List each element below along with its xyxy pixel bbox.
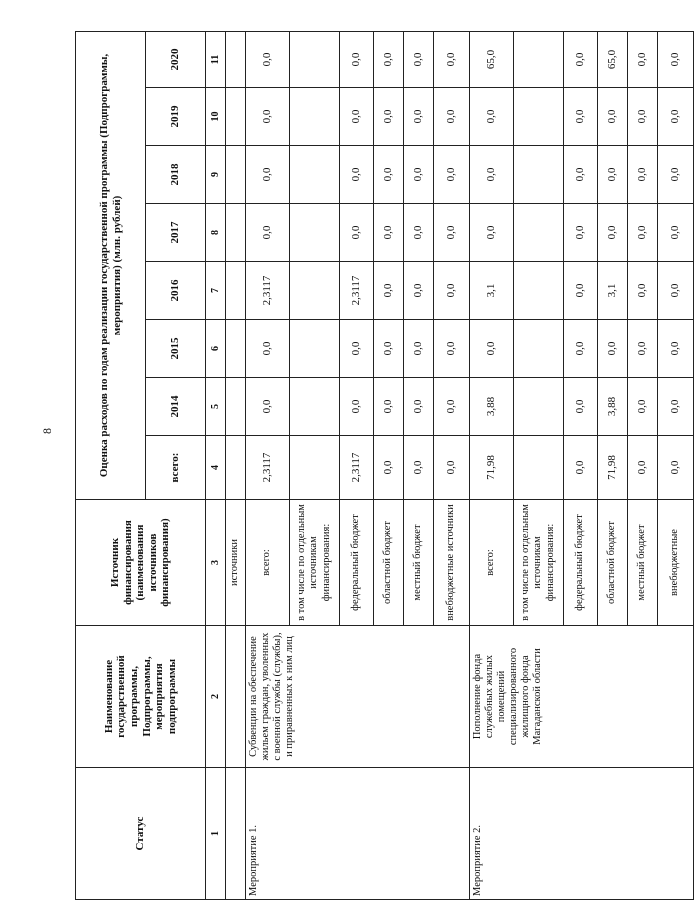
amount-cell: 0,0 bbox=[598, 320, 628, 378]
amount-cell: 0,0 bbox=[374, 88, 404, 146]
funding-source: областной бюджет bbox=[598, 500, 628, 626]
amount-cell: 3,1 bbox=[470, 262, 514, 320]
header-row-1 bbox=[76, 31, 146, 899]
amount-cell: 0,0 bbox=[404, 146, 434, 204]
amount-cell: 0,0 bbox=[564, 378, 598, 436]
amount-cell: 0,0 bbox=[340, 204, 374, 262]
amount-cell: 0,0 bbox=[246, 88, 290, 146]
header-year: 2018 bbox=[146, 146, 206, 204]
amount-cell: 0,0 bbox=[404, 436, 434, 500]
header-year: 2019 bbox=[146, 88, 206, 146]
amount-cell bbox=[514, 436, 564, 500]
amount-cell: 0,0 bbox=[628, 31, 658, 87]
header-year: всего: bbox=[146, 436, 206, 500]
col-number: 9 bbox=[206, 146, 226, 204]
amount-cell: 0,0 bbox=[658, 378, 694, 436]
amount-cell: 0,0 bbox=[374, 204, 404, 262]
amount-cell: 0,0 bbox=[374, 378, 404, 436]
amount-cell: 0,0 bbox=[246, 320, 290, 378]
col-number: 6 bbox=[206, 320, 226, 378]
amount-cell: 0,0 bbox=[340, 146, 374, 204]
amount-cell: 0,0 bbox=[628, 204, 658, 262]
amount-cell: 0,0 bbox=[246, 146, 290, 204]
measure-status: Мероприятие 1. bbox=[246, 768, 470, 900]
funding-source: местный бюджет bbox=[628, 500, 658, 626]
amount-cell: 3,1 bbox=[598, 262, 628, 320]
table-row bbox=[246, 31, 290, 899]
rotated-table-sheet bbox=[75, 32, 682, 900]
amount-cell: 0,0 bbox=[628, 320, 658, 378]
funding-source: в том числе по отдельным источникам финансирования: bbox=[514, 500, 564, 626]
amount-cell: 0,0 bbox=[404, 88, 434, 146]
header-year: 2016 bbox=[146, 262, 206, 320]
amount-cell bbox=[514, 146, 564, 204]
amount-cell: 0,0 bbox=[434, 88, 470, 146]
amount-cell: 71,98 bbox=[598, 436, 628, 500]
amount-cell: 2,3117 bbox=[340, 262, 374, 320]
amount-cell: 0,0 bbox=[470, 146, 514, 204]
amount-cell: 0,0 bbox=[658, 88, 694, 146]
amount-cell: 0,0 bbox=[374, 320, 404, 378]
amount-cell: 0,0 bbox=[564, 88, 598, 146]
amount-cell: 2,3117 bbox=[340, 436, 374, 500]
measures-body bbox=[246, 31, 694, 899]
funding-source: областной бюджет bbox=[374, 500, 404, 626]
col-number: 2 bbox=[206, 626, 226, 768]
amount-cell: 0,0 bbox=[628, 436, 658, 500]
funding-source: федеральный бюджет bbox=[564, 500, 598, 626]
column-number-row bbox=[206, 31, 226, 899]
amount-cell: 65,0 bbox=[470, 31, 514, 87]
amount-cell: 3,88 bbox=[470, 378, 514, 436]
funding-source: местный бюджет bbox=[404, 500, 434, 626]
amount-cell: 0,0 bbox=[598, 146, 628, 204]
amount-cell: 0,0 bbox=[658, 320, 694, 378]
amount-cell: 0,0 bbox=[246, 204, 290, 262]
amount-cell: 0,0 bbox=[374, 146, 404, 204]
amount-cell: 0,0 bbox=[470, 204, 514, 262]
col-number: 10 bbox=[206, 88, 226, 146]
amount-cell: 0,0 bbox=[628, 378, 658, 436]
continuation-source: источники bbox=[226, 500, 246, 626]
expenditure-table bbox=[75, 31, 694, 900]
amount-cell: 0,0 bbox=[340, 320, 374, 378]
amount-cell: 0,0 bbox=[658, 204, 694, 262]
funding-source: в том числе по отдельным источникам финансирования: bbox=[290, 500, 340, 626]
amount-cell: 2,3117 bbox=[246, 436, 290, 500]
amount-cell: 71,98 bbox=[470, 436, 514, 500]
amount-cell: 0,0 bbox=[564, 320, 598, 378]
amount-cell bbox=[514, 262, 564, 320]
amount-cell: 0,0 bbox=[564, 262, 598, 320]
amount-cell: 0,0 bbox=[404, 262, 434, 320]
measure-status: Мероприятие 2. bbox=[470, 768, 694, 900]
amount-cell: 0,0 bbox=[404, 320, 434, 378]
amount-cell: 0,0 bbox=[658, 436, 694, 500]
amount-cell: 0,0 bbox=[246, 378, 290, 436]
header-year: 2020 bbox=[146, 31, 206, 87]
amount-cell: 0,0 bbox=[658, 31, 694, 87]
amount-cell: 0,0 bbox=[564, 146, 598, 204]
amount-cell: 0,0 bbox=[658, 146, 694, 204]
amount-cell: 0,0 bbox=[340, 31, 374, 87]
amount-cell bbox=[514, 31, 564, 87]
amount-cell bbox=[290, 378, 340, 436]
funding-source: федеральный бюджет bbox=[340, 500, 374, 626]
amount-cell: 0,0 bbox=[434, 320, 470, 378]
amount-cell: 0,0 bbox=[340, 378, 374, 436]
amount-cell bbox=[290, 204, 340, 262]
table-row bbox=[470, 31, 514, 899]
amount-cell bbox=[514, 204, 564, 262]
funding-source: внебюджетные источники bbox=[434, 500, 470, 626]
amount-cell bbox=[290, 262, 340, 320]
amount-cell: 3,88 bbox=[598, 378, 628, 436]
amount-cell: 65,0 bbox=[598, 31, 628, 87]
amount-cell: 0,0 bbox=[404, 378, 434, 436]
amount-cell: 0,0 bbox=[434, 146, 470, 204]
col-number: 5 bbox=[206, 378, 226, 436]
amount-cell: 0,0 bbox=[658, 262, 694, 320]
amount-cell bbox=[290, 320, 340, 378]
amount-cell: 0,0 bbox=[628, 88, 658, 146]
amount-cell: 0,0 bbox=[340, 88, 374, 146]
col-number: 3 bbox=[206, 500, 226, 626]
amount-cell bbox=[290, 31, 340, 87]
funding-source: всего: bbox=[470, 500, 514, 626]
amount-cell bbox=[290, 146, 340, 204]
amount-cell: 0,0 bbox=[434, 204, 470, 262]
amount-cell: 0,0 bbox=[404, 204, 434, 262]
header-year: 2017 bbox=[146, 204, 206, 262]
amount-cell: 0,0 bbox=[470, 320, 514, 378]
amount-cell bbox=[290, 88, 340, 146]
measure-name: Пополнение фонда служебных жилых помещений специализированного жилищного фонда Магаданской области bbox=[470, 626, 694, 768]
col-number: 11 bbox=[206, 31, 226, 87]
amount-cell: 0,0 bbox=[434, 31, 470, 87]
amount-cell bbox=[290, 436, 340, 500]
amount-cell: 0,0 bbox=[374, 262, 404, 320]
amount-cell: 0,0 bbox=[374, 436, 404, 500]
amount-cell: 0,0 bbox=[564, 436, 598, 500]
amount-cell: 0,0 bbox=[434, 436, 470, 500]
header-status: Статус bbox=[76, 768, 206, 900]
funding-source: внебюджетные bbox=[658, 500, 694, 626]
header-year: 2014 bbox=[146, 378, 206, 436]
amount-cell: 0,0 bbox=[374, 31, 404, 87]
header-source: Источник финансирования (наименования источников финансирования) bbox=[76, 500, 206, 626]
col-number: 4 bbox=[206, 436, 226, 500]
amount-cell: 0,0 bbox=[628, 262, 658, 320]
header-year: 2015 bbox=[146, 320, 206, 378]
page-number: 8 bbox=[40, 428, 54, 434]
col-number: 7 bbox=[206, 262, 226, 320]
amount-cell: 0,0 bbox=[598, 88, 628, 146]
amount-cell bbox=[514, 320, 564, 378]
amount-cell: 0,0 bbox=[434, 378, 470, 436]
continuation-row bbox=[226, 31, 246, 899]
col-number: 1 bbox=[206, 768, 226, 900]
amount-cell: 0,0 bbox=[598, 204, 628, 262]
col-number: 8 bbox=[206, 204, 226, 262]
amount-cell bbox=[514, 378, 564, 436]
amount-cell: 0,0 bbox=[564, 31, 598, 87]
measure-name: Субвенции на обеспечение жильем граждан, уволенных с военной службы (службы), и приравненных к ним лиц bbox=[246, 626, 470, 768]
amount-cell: 0,0 bbox=[470, 88, 514, 146]
amount-cell: 0,0 bbox=[564, 204, 598, 262]
amount-cell: 0,0 bbox=[404, 31, 434, 87]
amount-cell: 0,0 bbox=[628, 146, 658, 204]
amount-cell bbox=[514, 88, 564, 146]
header-estimate: Оценка расходов по годам реализации государственной программы (Подпрограммы, мероприятия) (млн. рублей) bbox=[76, 31, 146, 499]
amount-cell: 0,0 bbox=[246, 31, 290, 87]
amount-cell: 2,3117 bbox=[246, 262, 290, 320]
amount-cell: 0,0 bbox=[434, 262, 470, 320]
header-name: Наименование государственной программы, Подпрограммы, мероприятия подпрограммы bbox=[76, 626, 206, 768]
funding-source: всего: bbox=[246, 500, 290, 626]
